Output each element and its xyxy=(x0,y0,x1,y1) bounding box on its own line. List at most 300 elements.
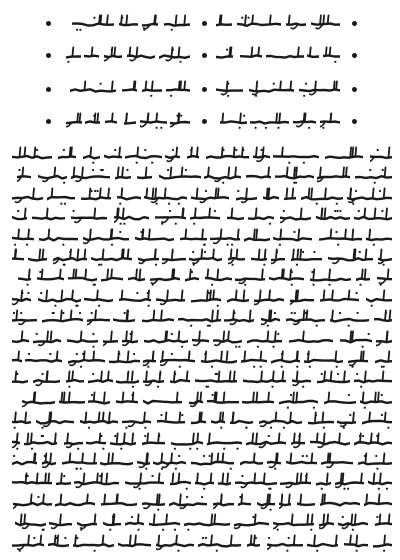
handwritten-word xyxy=(24,432,57,450)
handwritten-word xyxy=(213,330,242,348)
commentary-line xyxy=(10,330,392,348)
handwritten-word xyxy=(12,228,34,246)
commentary-line xyxy=(10,309,392,327)
handwritten-word xyxy=(228,248,245,266)
handwritten-word xyxy=(13,493,52,511)
handwritten-word xyxy=(37,268,64,286)
handwritten-word xyxy=(373,534,392,552)
handwritten-word xyxy=(12,289,31,307)
handwritten-word xyxy=(328,248,373,266)
handwritten-word xyxy=(85,112,100,129)
handwritten-word xyxy=(299,80,340,97)
commentary-line xyxy=(10,370,392,388)
handwritten-word xyxy=(205,268,232,286)
handwritten-word xyxy=(36,411,74,429)
handwritten-word xyxy=(164,14,190,31)
handwritten-word xyxy=(358,452,392,470)
handwritten-word xyxy=(143,350,156,368)
handwritten-word xyxy=(42,309,83,327)
handwritten-word xyxy=(39,228,78,246)
handwritten-word xyxy=(190,207,220,225)
handwritten-word xyxy=(240,46,262,63)
handwritten-word xyxy=(86,432,106,450)
handwritten-word xyxy=(247,330,282,348)
handwritten-word xyxy=(354,370,392,388)
handwritten-word xyxy=(317,166,350,184)
verse-separator-dot xyxy=(46,87,51,92)
handwritten-word xyxy=(269,268,304,286)
handwritten-word xyxy=(105,112,117,129)
handwritten-word xyxy=(230,411,253,429)
verse-separator-dot xyxy=(202,53,207,58)
handwritten-word xyxy=(104,146,122,164)
handwritten-word xyxy=(374,309,392,327)
handwritten-word xyxy=(241,350,267,368)
handwritten-word xyxy=(103,513,121,531)
handwritten-word xyxy=(201,350,237,368)
handwritten-word xyxy=(242,391,274,409)
handwritten-word xyxy=(12,187,43,205)
handwritten-word xyxy=(243,370,286,388)
handwritten-word xyxy=(119,289,151,307)
commentary-line xyxy=(10,513,392,531)
verse-row xyxy=(0,14,400,32)
handwritten-word xyxy=(320,493,360,511)
handwritten-word xyxy=(122,411,151,429)
handwritten-word xyxy=(88,370,113,388)
handwritten-word xyxy=(273,146,319,164)
verse-separator-dot xyxy=(352,53,357,58)
handwritten-word xyxy=(340,330,372,348)
handwritten-word xyxy=(143,391,182,409)
handwritten-word xyxy=(169,493,207,511)
handwritten-word xyxy=(284,187,296,205)
handwritten-word xyxy=(142,309,174,327)
handwritten-word xyxy=(348,350,368,368)
handwritten-word xyxy=(101,493,137,511)
handwritten-word xyxy=(191,452,234,470)
handwritten-word xyxy=(56,472,71,490)
verse-hemistich-right xyxy=(214,112,340,128)
verse-separator-dot xyxy=(352,119,357,124)
handwritten-word xyxy=(70,80,116,97)
handwritten-word xyxy=(271,350,300,368)
handwritten-word xyxy=(375,350,392,368)
handwritten-word xyxy=(189,248,222,266)
handwritten-word xyxy=(138,248,159,266)
handwritten-word xyxy=(142,14,158,31)
commentary-line xyxy=(10,207,392,225)
handwritten-word xyxy=(160,350,195,368)
handwritten-word xyxy=(117,187,141,205)
handwritten-word xyxy=(247,534,260,552)
handwritten-word xyxy=(291,432,305,450)
handwritten-word xyxy=(246,166,271,184)
handwritten-word xyxy=(71,207,107,225)
handwritten-word xyxy=(142,493,165,511)
handwritten-word xyxy=(289,330,333,348)
handwritten-word xyxy=(323,46,340,63)
handwritten-word xyxy=(71,166,110,184)
handwritten-word xyxy=(377,268,392,286)
handwritten-word xyxy=(271,248,285,266)
handwritten-word xyxy=(254,289,284,307)
handwritten-word xyxy=(257,493,275,511)
handwritten-word xyxy=(12,309,37,327)
handwritten-word xyxy=(335,472,364,490)
handwritten-word xyxy=(66,46,81,63)
handwritten-word xyxy=(310,432,350,450)
handwritten-word xyxy=(184,513,230,531)
verse-row xyxy=(0,46,400,64)
handwritten-word xyxy=(370,146,392,164)
handwritten-word xyxy=(135,228,174,246)
handwritten-word xyxy=(238,493,251,511)
commentary-line xyxy=(10,268,392,286)
commentary-line xyxy=(10,432,392,450)
handwritten-word xyxy=(218,472,231,490)
handwritten-word xyxy=(360,391,392,409)
handwritten-word xyxy=(320,289,359,307)
handwritten-word xyxy=(317,370,350,388)
handwritten-word xyxy=(195,370,237,388)
handwritten-word xyxy=(267,452,281,470)
handwritten-word xyxy=(347,187,392,205)
handwritten-word xyxy=(12,350,22,368)
handwritten-word xyxy=(355,166,392,184)
handwritten-word xyxy=(88,391,110,409)
handwritten-word xyxy=(344,534,368,552)
handwritten-word xyxy=(72,14,114,31)
handwritten-word xyxy=(33,330,61,348)
handwritten-word xyxy=(66,112,82,129)
handwritten-word xyxy=(286,309,325,327)
handwritten-word xyxy=(137,452,150,470)
handwritten-word xyxy=(59,391,85,409)
handwritten-word xyxy=(42,452,56,470)
handwritten-word xyxy=(235,472,277,490)
verse-hemistich-left xyxy=(64,112,190,128)
handwritten-word xyxy=(124,112,136,129)
handwritten-word xyxy=(279,493,291,511)
handwritten-word xyxy=(166,80,190,97)
verse-separator-dot xyxy=(352,87,357,92)
handwritten-word xyxy=(319,228,362,246)
handwritten-word xyxy=(191,187,229,205)
handwritten-word xyxy=(150,268,180,286)
handwritten-word xyxy=(155,207,186,225)
commentary-line xyxy=(10,228,392,246)
handwritten-word xyxy=(83,228,129,246)
verse-separator-dot xyxy=(46,119,51,124)
handwritten-word xyxy=(104,46,122,63)
handwritten-word xyxy=(73,534,114,552)
handwritten-word xyxy=(47,187,75,205)
verse-hemistich-left xyxy=(64,46,190,62)
handwritten-word xyxy=(67,330,98,348)
handwritten-word xyxy=(170,472,191,490)
handwritten-word xyxy=(319,513,334,531)
handwritten-word xyxy=(240,452,263,470)
handwritten-word xyxy=(337,411,356,429)
verse-hemistich-right xyxy=(214,46,340,62)
commentary-line xyxy=(10,411,392,429)
handwritten-word xyxy=(12,452,37,470)
verse-hemistich-right xyxy=(214,14,340,30)
handwritten-word xyxy=(224,309,254,327)
handwritten-word xyxy=(356,268,370,286)
handwritten-word xyxy=(12,330,29,348)
handwritten-word xyxy=(170,370,190,388)
verse-row xyxy=(0,80,400,98)
handwritten-word xyxy=(157,411,185,429)
handwritten-word xyxy=(259,411,302,429)
handwritten-word xyxy=(250,112,289,129)
handwritten-word xyxy=(187,146,199,164)
handwritten-word xyxy=(263,187,279,205)
handwritten-word xyxy=(25,350,62,368)
handwritten-word xyxy=(171,432,203,450)
handwritten-word xyxy=(12,248,24,266)
handwritten-word xyxy=(32,207,65,225)
handwritten-word xyxy=(109,350,140,368)
handwritten-word xyxy=(149,513,180,531)
handwritten-word xyxy=(330,309,369,327)
handwritten-word xyxy=(237,14,281,31)
handwritten-word xyxy=(68,350,105,368)
handwritten-word xyxy=(101,268,123,286)
handwritten-word xyxy=(49,513,72,531)
handwritten-word xyxy=(125,146,162,164)
handwritten-word xyxy=(159,166,201,184)
handwritten-word xyxy=(249,80,294,97)
handwritten-word xyxy=(307,534,338,552)
handwritten-word xyxy=(216,46,233,63)
handwritten-word xyxy=(12,370,28,388)
handwritten-word xyxy=(84,289,113,307)
handwritten-word xyxy=(253,146,270,164)
verse-separator-dot xyxy=(202,119,207,124)
handwritten-word xyxy=(28,248,47,266)
handwritten-word xyxy=(248,207,274,225)
handwritten-word xyxy=(125,513,144,531)
handwritten-word xyxy=(325,146,363,164)
handwritten-word xyxy=(275,166,314,184)
handwritten-word xyxy=(366,228,392,246)
handwritten-word xyxy=(378,248,392,266)
commentary-line xyxy=(10,534,392,552)
handwritten-word xyxy=(38,166,67,184)
handwritten-word xyxy=(122,330,138,348)
handwritten-word xyxy=(366,289,392,307)
handwritten-word xyxy=(227,207,244,225)
handwritten-word xyxy=(280,207,311,225)
handwritten-word xyxy=(84,46,99,63)
handwritten-word xyxy=(116,391,138,409)
handwritten-word xyxy=(143,370,164,388)
handwritten-word xyxy=(156,289,185,307)
commentary-line xyxy=(10,452,392,470)
handwritten-word xyxy=(297,493,315,511)
handwritten-word xyxy=(311,14,340,31)
commentary-line xyxy=(10,289,392,307)
handwritten-word xyxy=(364,493,392,511)
handwritten-word xyxy=(33,370,60,388)
handwritten-word xyxy=(316,207,350,225)
handwritten-word xyxy=(310,268,351,286)
handwritten-word xyxy=(234,513,269,531)
handwritten-word xyxy=(291,248,322,266)
handwritten-word xyxy=(185,268,199,286)
commentary-line xyxy=(10,248,392,266)
handwritten-word xyxy=(38,289,81,307)
handwritten-word xyxy=(125,472,164,490)
commentary-line xyxy=(10,146,392,164)
handwritten-word xyxy=(308,411,334,429)
verse-hemistich-left xyxy=(64,80,190,96)
handwritten-word xyxy=(192,330,209,348)
handwritten-word xyxy=(170,112,190,129)
handwritten-word xyxy=(144,187,187,205)
handwritten-word xyxy=(12,472,52,490)
handwritten-word xyxy=(100,452,133,470)
handwritten-word xyxy=(191,411,206,429)
handwritten-word xyxy=(286,452,317,470)
handwritten-word xyxy=(118,534,151,552)
handwritten-word xyxy=(207,432,242,450)
handwritten-word xyxy=(320,112,340,129)
handwritten-word xyxy=(91,248,132,266)
handwritten-word xyxy=(362,411,392,429)
handwritten-word xyxy=(354,432,392,450)
handwritten-word xyxy=(307,46,319,63)
handwritten-word xyxy=(304,350,343,368)
handwritten-word xyxy=(113,309,135,327)
handwritten-word xyxy=(144,330,188,348)
commentary-line xyxy=(10,391,392,409)
commentary-line xyxy=(10,493,392,511)
handwritten-word xyxy=(292,370,311,388)
handwritten-word xyxy=(191,289,221,307)
handwritten-word xyxy=(17,166,31,184)
handwritten-word xyxy=(368,472,392,490)
handwritten-word xyxy=(280,472,311,490)
handwritten-word xyxy=(127,46,155,63)
handwritten-word xyxy=(142,432,165,450)
handwritten-word xyxy=(207,391,239,409)
handwritten-word xyxy=(83,146,100,164)
handwritten-word xyxy=(115,166,131,184)
handwritten-word xyxy=(66,370,84,388)
handwritten-word xyxy=(12,146,52,164)
handwritten-word xyxy=(116,370,139,388)
handwritten-word xyxy=(180,228,207,246)
verse-separator-dot xyxy=(352,21,357,26)
handwritten-word xyxy=(376,330,392,348)
handwritten-word xyxy=(165,146,180,164)
handwritten-word xyxy=(210,228,240,246)
handwritten-word xyxy=(122,80,137,97)
handwritten-word xyxy=(159,46,190,63)
handwritten-word xyxy=(321,452,353,470)
handwritten-word xyxy=(15,513,46,531)
handwritten-word xyxy=(216,80,243,97)
handwritten-word xyxy=(251,248,267,266)
handwritten-word xyxy=(103,330,118,348)
handwritten-word xyxy=(74,472,119,490)
verse-separator-dot xyxy=(46,53,51,58)
handwritten-word xyxy=(48,534,69,552)
handwritten-word xyxy=(246,432,286,450)
commentary-line xyxy=(10,350,392,368)
handwritten-word xyxy=(140,112,167,129)
commentary-line xyxy=(10,166,392,184)
handwritten-word xyxy=(236,187,257,205)
handwritten-word xyxy=(279,391,318,409)
handwritten-word xyxy=(324,391,356,409)
handwritten-word xyxy=(110,432,136,450)
handwritten-word xyxy=(64,432,83,450)
handwritten-word xyxy=(301,187,343,205)
handwritten-word xyxy=(206,146,249,164)
handwritten-word xyxy=(227,289,249,307)
handwritten-word xyxy=(266,46,304,63)
handwritten-word xyxy=(195,472,214,490)
handwritten-word xyxy=(273,228,312,246)
handwritten-word xyxy=(87,309,110,327)
handwritten-word xyxy=(162,248,186,266)
handwritten-word xyxy=(12,534,44,552)
handwritten-word xyxy=(153,452,186,470)
commentary-line xyxy=(10,187,392,205)
handwritten-word xyxy=(81,187,111,205)
verse-separator-dot xyxy=(202,21,207,26)
handwritten-word xyxy=(213,493,234,511)
handwritten-word xyxy=(273,513,314,531)
commentary-line xyxy=(10,472,392,490)
handwritten-word xyxy=(156,534,194,552)
handwritten-word xyxy=(114,207,149,225)
verse-hemistich-right xyxy=(214,80,340,96)
handwritten-word xyxy=(128,268,145,286)
handwritten-word xyxy=(80,411,118,429)
handwritten-word xyxy=(354,207,392,225)
handwritten-word xyxy=(375,513,392,531)
handwritten-word xyxy=(178,309,221,327)
verse-separator-dot xyxy=(46,21,51,26)
handwritten-word xyxy=(235,268,265,286)
handwritten-word xyxy=(12,432,20,450)
handwritten-word xyxy=(293,112,316,129)
handwritten-word xyxy=(119,14,138,31)
handwritten-word xyxy=(142,80,162,97)
handwritten-word xyxy=(12,411,31,429)
verse-row xyxy=(0,112,400,130)
handwritten-word xyxy=(68,268,97,286)
handwritten-word xyxy=(244,228,270,246)
handwritten-word xyxy=(58,146,76,164)
verse-separator-dot xyxy=(202,87,207,92)
handwritten-word xyxy=(53,248,87,266)
handwritten-word xyxy=(22,391,55,409)
handwritten-word xyxy=(211,411,225,429)
handwritten-word xyxy=(189,391,203,409)
handwritten-word xyxy=(286,14,306,31)
handwritten-word xyxy=(12,207,27,225)
handwritten-word xyxy=(77,513,97,531)
handwritten-word xyxy=(338,513,368,531)
handwritten-word xyxy=(316,472,331,490)
